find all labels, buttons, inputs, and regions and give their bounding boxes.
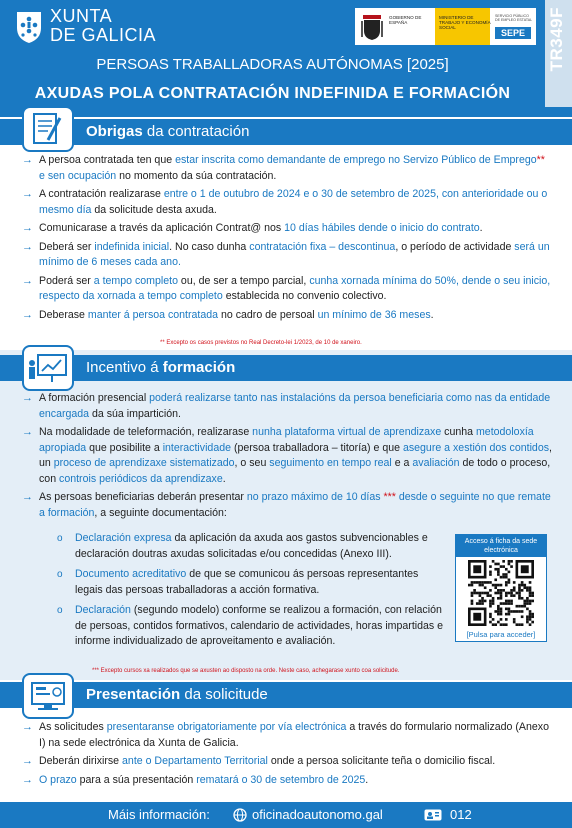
obriga-item-text: . bbox=[479, 222, 483, 234]
obriga-item-text: A persoa contratada ten que bbox=[39, 154, 176, 166]
sede-electronica-qr-link[interactable] bbox=[455, 534, 547, 642]
formacion-item-text: de todo o proceso, con bbox=[39, 457, 551, 485]
spain-coat-of-arms-icon bbox=[360, 12, 384, 41]
footnote-double-asterisk: ** Excepto os casos previstos no Real Decreto-lei 1/2023, de 10 de xaneiro. bbox=[160, 340, 362, 346]
formacion-item bbox=[22, 490, 552, 521]
formacion-item-text: que posibilite a bbox=[86, 441, 163, 454]
obriga-item-text: e sen ocupación bbox=[39, 169, 117, 182]
website-link[interactable]: oficinadoautonomo.gal bbox=[252, 807, 383, 822]
obriga-item-text: un mínimo de 36 meses bbox=[317, 308, 431, 321]
formacion-item-text: A formación presencial bbox=[39, 392, 150, 404]
formacion-item bbox=[22, 391, 552, 422]
presentacion-item-text: a través do formulario normalizado (Anexo I) na sede electrónica da Xunta de Galicia. bbox=[39, 721, 549, 749]
obriga-item bbox=[22, 274, 552, 305]
formacion-item-text: , o seu bbox=[234, 457, 270, 469]
obriga-item-text: Comunicarase a través da aplicación Contrat@ nos bbox=[39, 222, 285, 234]
obriga-item-text: Deberase bbox=[39, 308, 88, 321]
formacion-item-text: As persoas beneficiarias deberán presentar bbox=[39, 491, 247, 503]
section-obrigas-bar bbox=[0, 119, 572, 145]
obriga-item-text: entre o 1 de outubro de 2024 e o 30 de setembro de 2025, con anterioridade ou o mesmo día bbox=[39, 188, 548, 216]
formacion-item-text: Na modalidade de teleformación, realizarase bbox=[39, 426, 253, 438]
formacion-item-text: avaliación bbox=[412, 457, 460, 469]
presentacion-item bbox=[22, 754, 552, 770]
formacion-item-text: asegure a xestión dos contidos bbox=[402, 441, 550, 454]
formacion-item-text: interactividade bbox=[162, 441, 231, 454]
obriga-item-text: establecida no convenio colectivo. bbox=[222, 290, 387, 302]
gobierno-de-espana-text: GOBIERNO DE ESPAÑA bbox=[389, 15, 422, 26]
obriga-item-text: Poderá ser bbox=[39, 274, 94, 287]
obriga-item bbox=[22, 187, 552, 218]
obriga-item-text: Deberá ser bbox=[39, 240, 95, 253]
documentation-item bbox=[57, 603, 447, 650]
obriga-item-text: 10 días hábiles dende o inicio do contrato bbox=[284, 222, 480, 234]
presentacion-item-text: As solicitudes bbox=[39, 721, 107, 733]
section-formacion-bar bbox=[0, 355, 572, 381]
documentation-item-text: Documento acreditativo bbox=[75, 568, 187, 580]
obriga-item-text: A contratación realizarase bbox=[39, 188, 164, 200]
footnote-triple-asterisk: *** Excepto cursos xa realizados que se axusten ao disposto na orde. Neste caso, achegarase xunto coa solicitude. bbox=[92, 668, 400, 674]
presentacion-list bbox=[22, 720, 552, 791]
qr-caption: Acceso á ficha da sede electrónica bbox=[456, 535, 546, 557]
computer-form-icon bbox=[22, 673, 74, 719]
sepe-logo: SEPE bbox=[495, 27, 531, 39]
sepe-subtitle: SERVICIO PÚBLICO DE EMPLEO ESTATAL bbox=[495, 14, 533, 22]
obriga-item-text: indefinida inicial bbox=[94, 240, 170, 253]
obriga-item bbox=[22, 221, 552, 237]
formacion-item-text: , a seguinte documentación: bbox=[94, 506, 227, 519]
section-presentacion-bar bbox=[0, 682, 572, 708]
formacion-item-text: poderá realizarse tanto nas instalacións da persoa beneficiaria como nas da entidade encargada bbox=[39, 392, 551, 420]
xunta-logo-icon bbox=[14, 8, 44, 44]
presentacion-item-text: Deberán dirixirse bbox=[39, 755, 123, 767]
formacion-item-text: no prazo máximo de 10 días bbox=[246, 491, 384, 503]
formacion-item-text: , un bbox=[39, 441, 552, 469]
presentacion-item bbox=[22, 720, 552, 751]
formacion-item-text: proceso de aprendizaxe sistematizado bbox=[53, 457, 235, 469]
documentation-item-text: Declaración expresa bbox=[75, 532, 172, 544]
obrigas-list bbox=[22, 153, 552, 326]
obriga-item bbox=[22, 308, 552, 324]
obriga-item-text: contratación fixa – descontinua bbox=[249, 240, 396, 253]
documentation-item-text: Declaración bbox=[75, 604, 131, 616]
obriga-item-text: no cadro de persoal bbox=[218, 308, 318, 321]
obriga-item-text: , o período de actividade bbox=[395, 240, 515, 253]
formacion-list bbox=[22, 391, 552, 524]
presentacion-item-text: rematará o 30 de setembro de 2025 bbox=[196, 773, 366, 786]
training-presentation-icon bbox=[22, 345, 74, 391]
documentation-sublist bbox=[57, 531, 447, 655]
obriga-item-text: . No caso dunha bbox=[169, 240, 250, 253]
page-subtitle: PERSOAS TRABALLADORAS AUTÓNOMAS [2025] bbox=[96, 56, 449, 73]
more-info-label: Máis información: bbox=[108, 807, 210, 822]
header bbox=[0, 0, 572, 117]
formacion-item-text: metodoloxía apropiada bbox=[39, 426, 534, 454]
documentation-item-text: da aplicación da axuda aos gastos subvencionables e declaración doutras axudas solicitadas e/ou concedidas (Anexo III). bbox=[75, 532, 428, 560]
formacion-item-text: . bbox=[222, 472, 226, 485]
section-formacion-title: Incentivo á formación bbox=[86, 359, 236, 376]
documentation-item-text: (segundo modelo) conforme se realizou a formación, con relación de persoas, contidos formativos, calendario de actividades, horas impartidas e informe individualizado de aproveitamento e avaliación. bbox=[75, 604, 444, 647]
contact-card-icon bbox=[424, 809, 442, 821]
section-obrigas-title: Obrigas da contratación bbox=[86, 123, 250, 140]
formacion-item-text: *** bbox=[383, 491, 396, 503]
formacion-item-text: nunha plataforma virtual de aprendizaxe bbox=[252, 426, 442, 438]
obriga-item bbox=[22, 153, 552, 184]
obriga-item-text: cunha xornada mínima do 50%, dende o seu inicio, respecto da xornada a tempo completo bbox=[39, 274, 551, 302]
documentation-item bbox=[57, 567, 447, 598]
presentacion-item-text: O prazo bbox=[39, 773, 77, 786]
qr-code-icon[interactable] bbox=[468, 560, 534, 626]
government-logos bbox=[355, 8, 536, 45]
presentacion-item-text: onde a persoa solicitante teña o domicilio fiscal. bbox=[267, 755, 496, 767]
documentation-item-text: de que se comunicou ás persoas representantes legais das persoas traballadoras a acción formativa. bbox=[75, 568, 419, 596]
ministry-text: MINISTERIO DE TRABAJO Y ECONOMÍA SOCIAL bbox=[439, 15, 491, 31]
formacion-item-text: (persoa traballadora – titoría) e que bbox=[231, 441, 403, 454]
obriga-item bbox=[22, 240, 552, 271]
formacion-item-text: desde o seguinte no que remate a formación bbox=[39, 491, 551, 519]
obriga-item-text: estar inscrita como demandante de emprego no Servizo Público de Emprego bbox=[175, 154, 537, 166]
obriga-item-text: manter á persoa contratada bbox=[87, 308, 219, 321]
globe-icon bbox=[233, 808, 247, 822]
qr-click-hint: [Pulsa para acceder] bbox=[466, 630, 536, 639]
formacion-item-text: seguimento en tempo real bbox=[269, 457, 392, 469]
presentacion-item-text: . bbox=[365, 773, 369, 786]
formacion-item-text: cunha bbox=[441, 426, 476, 438]
obriga-item-text: será un mínimo de 6 meses cada ano. bbox=[39, 240, 550, 268]
obriga-item-text: da solicitude desta axuda. bbox=[91, 203, 217, 216]
footer bbox=[0, 802, 572, 828]
obriga-item-text: ou, de ser a tempo parcial, bbox=[177, 274, 310, 287]
xunta-wordmark: XUNTA DE GALICIA bbox=[50, 6, 157, 45]
presentacion-item-text: presentaranse obrigatoriamente por vía electrónica bbox=[106, 721, 347, 733]
obriga-item-text: no momento da súa contratación. bbox=[116, 169, 277, 182]
obriga-item-text: ** bbox=[536, 154, 545, 166]
obriga-item-text: a tempo completo bbox=[93, 274, 178, 287]
presentacion-item-text: ante o Departamento Territorial bbox=[122, 755, 268, 767]
page-title: AXUDAS POLA CONTRATACIÓN INDEFINIDA E FORMACIÓN bbox=[34, 85, 511, 102]
contract-pen-icon bbox=[22, 106, 74, 152]
formacion-item-text: da súa impartición. bbox=[89, 407, 181, 420]
formacion-item-text: controis periódicos da aprendizaxe bbox=[59, 472, 223, 485]
formacion-item-text: e a bbox=[391, 457, 413, 469]
section-presentacion-title: Presentación da solicitude bbox=[86, 686, 268, 703]
presentacion-item-text: para a súa presentación bbox=[76, 773, 197, 786]
procedure-code: TR349F bbox=[547, 7, 566, 72]
presentacion-item bbox=[22, 773, 552, 789]
obriga-item-text: . bbox=[430, 308, 434, 321]
documentation-item bbox=[57, 531, 447, 562]
phone-number[interactable]: 012 bbox=[450, 807, 472, 822]
formacion-item bbox=[22, 425, 552, 487]
